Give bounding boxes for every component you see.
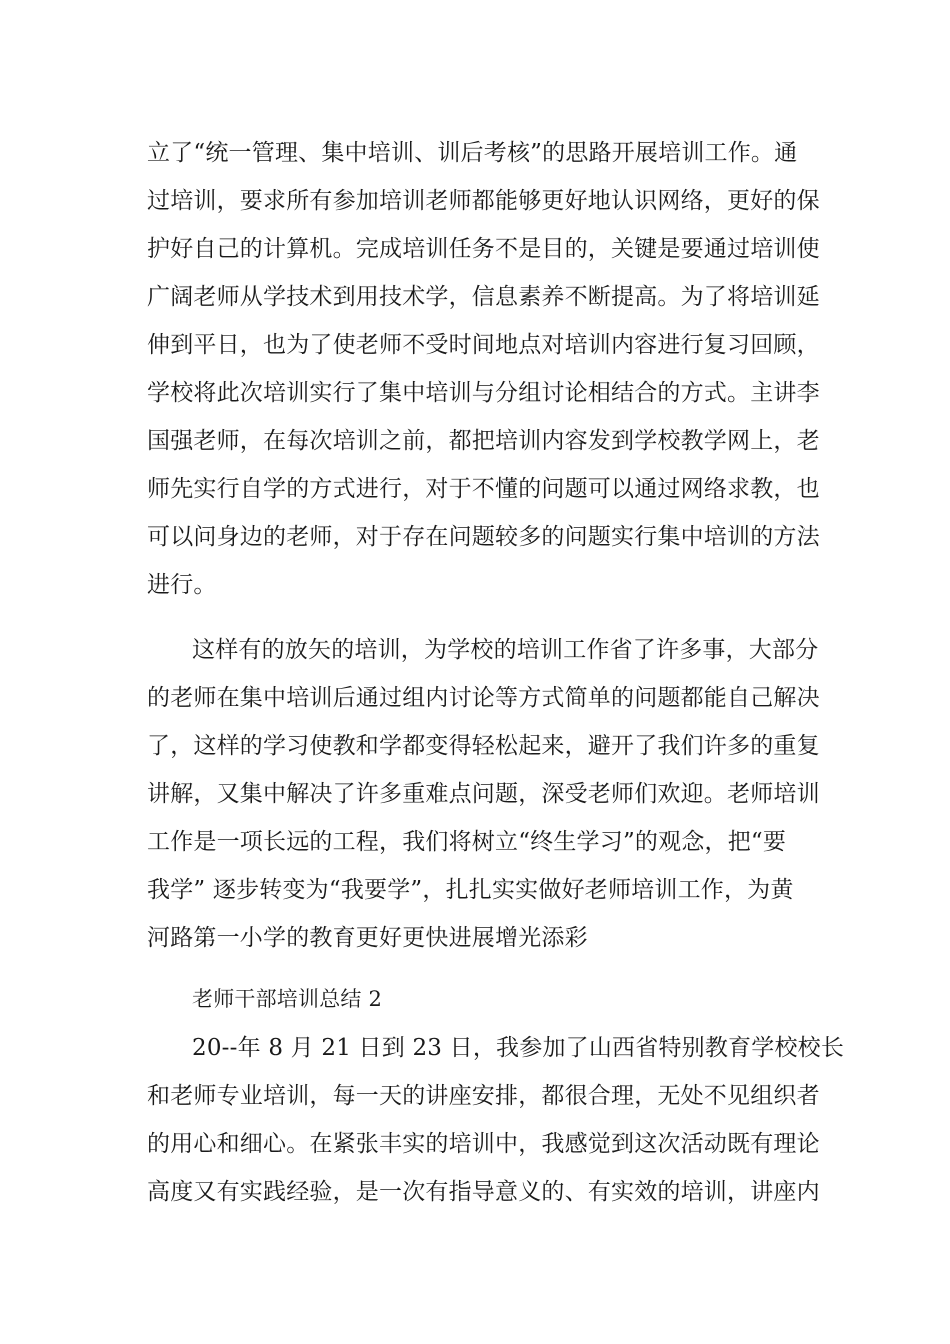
paragraph-2-line: 这样有的放矢的培训，为学校的培训工作省了许多事，大部分: [192, 637, 819, 663]
paragraph-3-line: 和老师专业培训，每一天的讲座安排，都很合理，无处不见组织者: [147, 1083, 820, 1109]
paragraph-1-line: 广阔老师从学技术到用技术学，信息素养不断提高。为了将培训延: [147, 284, 820, 310]
paragraph-2-line: 工作是一项长远的工程，我们将树立“终生学习”的观念，把“要: [147, 829, 787, 855]
paragraph-1-line: 护好自己的计算机。完成培训任务不是目的，关键是要通过培训使: [147, 236, 820, 262]
paragraph-1-line: 伸到平日，也为了使老师不受时间地点对培训内容进行复习回顾，: [147, 332, 820, 358]
paragraph-2-line: 的老师在集中培训后通过组内讨论等方式简单的问题都能自己解决: [147, 685, 820, 711]
paragraph-2-line: 了，这样的学习使教和学都变得轻松起来，避开了我们许多的重复: [147, 733, 820, 759]
paragraph-2-line: 讲解，又集中解决了许多重难点问题，深受老师们欢迎。老师培训: [147, 781, 820, 807]
paragraph-1-line: 可以问身边的老师，对于存在问题较多的问题实行集中培训的方法: [147, 524, 820, 550]
paragraph-3-line: 20--年 8 月 21 日到 23 日，我参加了山西省特别教育学校校长: [192, 1035, 845, 1061]
paragraph-1-line: 过培训，要求所有参加培训老师都能够更好地认识网络，更好的保: [147, 188, 820, 214]
paragraph-1-line: 学校将此次培训实行了集中培训与分组讨论相结合的方式。主讲李: [147, 380, 820, 406]
paragraph-1-line: 国强老师，在每次培训之前，都把培训内容发到学校教学网上，老: [147, 428, 820, 454]
paragraph-1-line: 进行。: [147, 572, 217, 598]
section-heading: 老师干部培训总结 2: [192, 987, 383, 1011]
paragraph-1-line: 立了“统一管理、集中培训、训后考核”的思路开展培训工作。通: [147, 140, 798, 166]
paragraph-1-line: 师先实行自学的方式进行，对于不懂的问题可以通过网络求教，也: [147, 476, 820, 502]
paragraph-2-line: 我学” 逐步转变为“我要学”，扎扎实实做好老师培训工作，为黄: [147, 877, 794, 903]
paragraph-3-line: 高度又有实践经验，是一次有指导意义的、有实效的培训，讲座内: [147, 1179, 820, 1205]
paragraph-3-line: 的用心和细心。在紧张丰实的培训中，我感觉到这次活动既有理论: [147, 1131, 820, 1157]
paragraph-2-line: 河路第一小学的教育更好更快进展增光添彩: [147, 925, 588, 951]
